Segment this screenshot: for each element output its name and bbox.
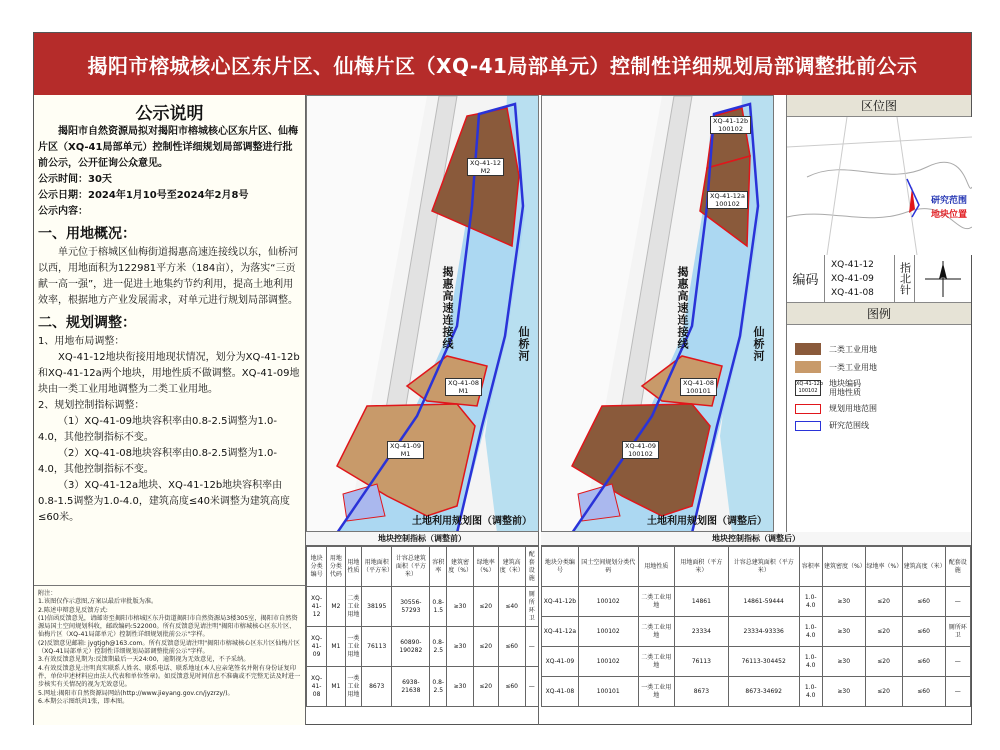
table-cell: 二类工业用地 [638, 617, 674, 647]
table-row [307, 667, 539, 707]
table-header: 地块分类编号 [542, 547, 579, 587]
notice-intro: 揭阳市自然资源局拟对揭阳市榕城核心区东片区、仙梅片区（XQ-41局部单元）控制性详细规划局部调整进行批前公示，公开征询公众意见。 [38, 126, 298, 169]
table-before-grid [306, 546, 539, 707]
table-cell: XQ-41-12a [542, 617, 579, 647]
location-title: 区位图 [787, 95, 971, 117]
notice-content-label: 公示内容： [38, 206, 88, 217]
code-list [825, 255, 895, 302]
table-cell: ≥30 [447, 587, 473, 627]
legend-swatch [795, 343, 821, 355]
table-after-grid [541, 546, 971, 707]
table-cell: 8673 [674, 677, 728, 707]
legend-swatch [795, 404, 821, 414]
table-cell: 38195 [361, 587, 392, 627]
parcel-label: XQ-41-12b 100102 [710, 116, 751, 134]
table-row [542, 617, 971, 647]
table-before [306, 532, 539, 725]
map-after-caption: 土地利用规划图（调整后） [647, 516, 767, 527]
page-title: 揭阳市榕城核心区东片区、仙梅片区（XQ-41局部单元）控制性详细规划局部调整批前公示 [34, 33, 971, 95]
table-cell: 厕所环卫 [525, 587, 538, 627]
legend-item: 研究范围线 [795, 420, 963, 431]
table-cell: 0.8-1.5 [430, 587, 447, 627]
table-header: 计容总建筑面积（平方米） [728, 547, 799, 587]
item-1-heading: 1、用地布局调整： [38, 336, 125, 347]
table-cell: 60890-190282 [392, 627, 430, 667]
river-label: 仙桥河 [752, 326, 765, 362]
table-cell: 0.8-2.5 [430, 627, 447, 667]
code-row [787, 255, 971, 303]
table-cell: 8673-34692 [728, 677, 799, 707]
table-header: 建筑密度（%） [822, 547, 865, 587]
table-cell: — [945, 587, 970, 617]
table-cell: 一类工业用地 [638, 677, 674, 707]
table-cell: XQ-41-09 [542, 647, 579, 677]
map-after-drawing [542, 96, 774, 532]
table-cell: — [525, 667, 538, 707]
table-cell: ≥30 [822, 647, 865, 677]
footnotes [34, 585, 305, 725]
table-cell: M1 [327, 627, 346, 667]
table-cell: 76113 [361, 627, 392, 667]
legend-item: 二类工业用地 [795, 343, 963, 355]
table-cell: 100101 [578, 677, 638, 707]
footnote-line: 附注： [38, 590, 57, 597]
table-cell: 23334 [674, 617, 728, 647]
table-header: 国土空间规划分类代码 [578, 547, 638, 587]
table-cell: XQ-41-08 [542, 677, 579, 707]
parcel-label: XQ-41-09 100102 [622, 441, 659, 459]
table-header: 地块分类编号 [307, 547, 327, 587]
table-cell: 二类工业用地 [345, 587, 361, 627]
table-cell: 二类工业用地 [638, 587, 674, 617]
code-value: XQ-41-08 [831, 288, 874, 298]
notice-panel [34, 95, 306, 725]
road-label: 揭惠高速连接线 [676, 266, 689, 350]
code-value: XQ-41-12 [831, 260, 874, 270]
table-row [307, 627, 539, 667]
table-row [542, 677, 971, 707]
code-label: 编码 [787, 255, 825, 302]
table-cell: 1.0-4.0 [799, 677, 822, 707]
item-2-heading: 2、规划控制指标调整： [38, 400, 145, 411]
table-cell: XQ-41-09 [307, 627, 327, 667]
table-cell: 1.0-4.0 [799, 647, 822, 677]
table-header: 容积率 [430, 547, 447, 587]
table-cell: 76113 [674, 647, 728, 677]
location-map [787, 117, 971, 255]
footnote-line: 2.陈述申辩意见反馈方式: [38, 606, 108, 614]
table-after [541, 532, 971, 725]
map-before-drawing [307, 96, 539, 532]
table-cell: 8673 [361, 667, 392, 707]
table-cell: ≥30 [822, 587, 865, 617]
item-1-text: XQ-41-12地块衔接用地现状情况，划分为XQ-41-12b和XQ-41-12a两个地块，用地性质不做调整。XQ-41-09地块由一类工业用地调整为二类工业用地。 [38, 352, 300, 395]
footnote-line: (1)信函反馈意见，请邮寄至揭阳市榕城区东升街道揭阳市自然资源局3楼305室，揭阳市自然资源局国土空间规划科收，邮政编码:522000。所有反馈意见请注明"揭阳市榕城核心区东片区、仙梅片区（XQ-41局部单元）控制性详细规划批前公示"字样。 [38, 614, 298, 639]
table-cell: 1.0-4.0 [799, 587, 822, 617]
footnote-line: 5.网址:揭阳市自然资源局网站(http://www.jieyang.gov.cn/jyzrzy/)。 [38, 689, 234, 697]
table-cell: ≤60 [902, 647, 945, 677]
table-header: 用地面积（平方米） [361, 547, 392, 587]
code-value: XQ-41-09 [831, 274, 874, 284]
table-cell: ≥30 [447, 627, 473, 667]
item-2-c: （3）XQ-41-12a地块、XQ-41-12b地块容积率由0.8-1.5调整为1.0-4.0，建筑高度≤40米调整为建筑高度≤60米。 [38, 480, 290, 523]
table-cell: 厕所环卫 [945, 617, 970, 647]
table-cell: 14861-59444 [728, 587, 799, 617]
table-header: 用地分类代码 [327, 547, 346, 587]
section-1-text: 单元位于榕城区仙梅街道揭惠高速连接线以东，仙桥河以西，用地面积为122981平方米（184亩），为落实“三贡献一高一强”，进一促进土地集约节约利用，提高土地利用效率，根据地方产业发展需求，对单元进行规划局部调整。 [38, 247, 298, 306]
table-cell: 6938-21638 [392, 667, 430, 707]
section-2-heading: 二、规划调整： [38, 315, 136, 331]
footnote-line: (2)反馈意见邮箱: jygtjgh@163.com。所有反馈意见请注明"揭阳市榕城核心区东片区仙梅片区（XQ-41局部单元）控制性详细规划局部调整批前公示"字样。 [38, 639, 300, 656]
footnote-line: 3.有效反馈意见期为:反馈期最后一天24:00，逾期视为无效意见，不予采纳。 [38, 656, 250, 664]
parcel-label: XQ-41-08 100101 [680, 378, 717, 396]
table-cell: — [945, 647, 970, 677]
table-cell: 76113-304452 [728, 647, 799, 677]
table-cell: 100102 [578, 617, 638, 647]
table-cell: ≥30 [447, 667, 473, 707]
table-header: 配套设施 [525, 547, 538, 587]
table-cell: ≤20 [473, 667, 498, 707]
table-cell: — [525, 627, 538, 667]
table-header: 建筑密度（%） [447, 547, 473, 587]
river-label: 仙桥河 [517, 326, 530, 362]
north-label: 指北针 [895, 255, 915, 302]
table-header: 配套设施 [945, 547, 970, 587]
table-cell: 30556-57293 [392, 587, 430, 627]
table-cell: 14861 [674, 587, 728, 617]
table-header: 建筑高度（米） [498, 547, 525, 587]
table-row [542, 647, 971, 677]
table-cell: — [945, 677, 970, 707]
table-cell: ≤20 [865, 587, 902, 617]
legend-item: 规划用地范围 [795, 403, 963, 414]
study-area-label: 研究范围 [930, 196, 967, 206]
notice-dates: 公示日期：2024年1月10号至2024年2月8号 [38, 190, 249, 201]
parcel-label: XQ-41-08 M1 [445, 378, 482, 396]
info-panel [786, 95, 971, 532]
table-cell: 0.8-2.5 [430, 667, 447, 707]
footnote-line: 1.该图仅作示意图,方案以最后审批版为准。 [38, 598, 158, 606]
parcel-label: XQ-41-12a 100102 [707, 191, 748, 209]
footnote-line: 4.有效反馈意见:注明真实联系人姓名、联系电话、联系地址(本人应亲笔签名并附有身份证复印件，单位申述材料应由法人代表和单位签章)。如反馈意见时间信息不准确或不完整无法及时进一步核实有关情况的视为无效意见。 [38, 664, 301, 689]
table-cell: ≥30 [822, 617, 865, 647]
legend-sample: XQ-41-12b 100102 [796, 381, 824, 394]
table-cell: M1 [327, 667, 346, 707]
table-cell: 一类工业用地 [345, 667, 361, 707]
table-header: 用地性质 [345, 547, 361, 587]
table-cell: 1.0-4.0 [799, 617, 822, 647]
table-cell: ≤60 [902, 587, 945, 617]
table-cell: 二类工业用地 [638, 647, 674, 677]
table-cell: ≤20 [865, 647, 902, 677]
legend-swatch [795, 361, 821, 373]
parcel-label: XQ-41-12 M2 [467, 158, 504, 176]
table-cell: ≤20 [865, 617, 902, 647]
table-cell: ≤60 [902, 677, 945, 707]
map-before-caption: 土地利用规划图（调整前） [412, 516, 532, 527]
table-cell: XQ-41-08 [307, 667, 327, 707]
item-2-a: （1）XQ-41-09地块容积率由0.8-2.5调整为1.0-4.0，其他控制指标不变。 [38, 416, 277, 443]
map-after [541, 95, 774, 532]
table-cell: ≤20 [865, 677, 902, 707]
legend-title: 图例 [787, 303, 971, 325]
table-cell: 一类工业用地 [345, 627, 361, 667]
legend [787, 325, 971, 449]
notice-heading: 公示说明 [135, 104, 204, 124]
table-cell: 100102 [578, 647, 638, 677]
table-cell: XQ-41-12 [307, 587, 327, 627]
road-label: 揭惠高速连接线 [441, 266, 454, 350]
parcel-label: XQ-41-09 M1 [387, 441, 424, 459]
location-map-drawing [787, 117, 972, 255]
table-header: 用地性质 [638, 547, 674, 587]
table-cell: XQ-41-12b [542, 587, 579, 617]
table-row [307, 587, 539, 627]
table-cell: M2 [327, 587, 346, 627]
table-header: 绿地率（%） [865, 547, 902, 587]
table-after-title: 地块控制指标（调整后） [541, 532, 971, 546]
table-cell: ≤60 [498, 627, 525, 667]
legend-item: 一类工业用地 [795, 361, 963, 373]
table-cell: ≤20 [473, 587, 498, 627]
table-cell: 23334-93336 [728, 617, 799, 647]
section-1-heading: 一、用地概况： [38, 226, 136, 242]
table-cell: ≤60 [498, 667, 525, 707]
item-2-b: （2）XQ-41-08地块容积率由0.8-2.5调整为1.0-4.0，其他控制指标不变。 [38, 448, 277, 475]
table-cell: ≤20 [473, 627, 498, 667]
table-header: 用地面积（平方米） [674, 547, 728, 587]
legend-swatch [795, 421, 821, 431]
table-cell: 100102 [578, 587, 638, 617]
table-cell: ≥30 [822, 677, 865, 707]
site-location-label: 地块位置 [930, 210, 967, 220]
poster-frame [33, 32, 972, 725]
table-header: 建筑高度（米） [902, 547, 945, 587]
table-cell: ≤60 [902, 617, 945, 647]
table-before-title: 地块控制指标（调整前） [306, 532, 538, 546]
table-header: 绿地率（%） [473, 547, 498, 587]
legend-item: XQ-41-12b 100102 地块编码 用地性质 [796, 379, 861, 397]
table-header: 容积率 [799, 547, 822, 587]
footnote-line: 6.本期公示图纸共1张，即本图。 [38, 697, 129, 705]
notice-period: 公示时间：30天 [38, 174, 112, 185]
table-cell: ≤40 [498, 587, 525, 627]
map-before [306, 95, 539, 532]
table-header: 计容总建筑面积（平方米） [392, 547, 430, 587]
table-row [542, 587, 971, 617]
compass-icon [915, 255, 971, 302]
